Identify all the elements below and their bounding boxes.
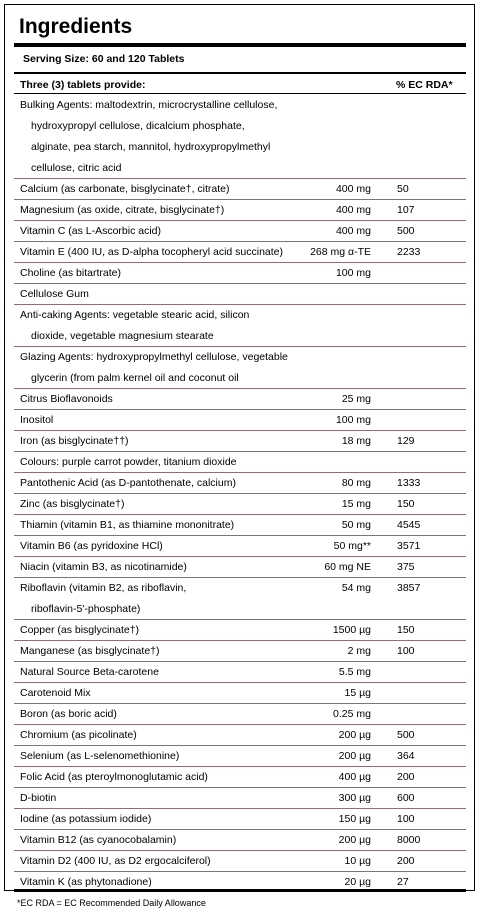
ingredient-name: Vitamin B12 (as cyanocobalamin) — [20, 834, 177, 846]
table-row — [14, 347, 466, 368]
ingredient-name: Bulking Agents: maltodextrin, microcrystalline cellulose, — [20, 99, 278, 111]
ingredient-name: Folic Acid (as pteroylmonoglutamic acid) — [20, 771, 208, 783]
ingredient-amount: 100 mg — [335, 414, 371, 426]
ingredient-name: cellulose, citric acid — [31, 162, 122, 174]
ingredient-name: Vitamin D2 (400 IU, as D2 ergocalciferol) — [20, 855, 211, 867]
ingredient-amount: 10 µg — [344, 855, 371, 867]
ingredient-name: Glazing Agents: hydroxypropylmethyl cellulose, vegetable — [20, 351, 288, 363]
table-row — [14, 263, 466, 284]
table-row — [14, 284, 466, 305]
ingredient-amount: 200 µg — [338, 729, 371, 741]
table-row — [14, 641, 466, 662]
table-row — [14, 494, 466, 515]
table-row — [14, 137, 466, 158]
ingredient-amount: 400 mg — [335, 204, 371, 216]
ingredient-name: Selenium (as L-selenomethionine) — [20, 750, 180, 762]
ingredient-name: Carotenoid Mix — [20, 687, 91, 699]
footnote: *EC RDA = EC Recommended Daily Allowance — [17, 898, 206, 908]
ingredient-rda: 150 — [397, 498, 415, 510]
table-header — [14, 77, 466, 93]
table-row — [14, 536, 466, 557]
ingredient-name: Manganese (as bisglycinate†) — [20, 645, 160, 657]
table-row — [14, 95, 466, 116]
ingredient-name: Citrus Bioflavonoids — [20, 393, 113, 405]
ingredient-amount: 200 µg — [338, 834, 371, 846]
ingredient-name: Colours: purple carrot powder, titanium dioxide — [20, 456, 237, 468]
ingredient-rda: 1333 — [397, 477, 421, 489]
ingredient-amount: 2 mg — [347, 645, 371, 657]
ingredient-name: glycerin (from palm kernel oil and coconut oil — [31, 372, 239, 384]
table-row — [14, 368, 466, 389]
ingredient-amount: 25 mg — [341, 393, 371, 405]
table-row — [14, 515, 466, 536]
table-row — [14, 200, 466, 221]
ingredient-rda: 107 — [397, 204, 415, 216]
ingredient-name: Vitamin B6 (as pyridoxine HCl) — [20, 540, 163, 552]
table-row — [14, 431, 466, 452]
ingredient-name: Iodine (as potassium iodide) — [20, 813, 152, 825]
ingredient-name: Inositol — [20, 414, 54, 426]
table-row — [14, 305, 466, 326]
table-row — [14, 830, 466, 851]
ingredient-name: Vitamin K (as phytonadione) — [20, 876, 152, 888]
table-row — [14, 389, 466, 410]
ingredient-rda: 100 — [397, 813, 415, 825]
ingredient-amount: 15 µg — [344, 687, 371, 699]
ingredient-rda: 3571 — [397, 540, 421, 552]
ingredient-amount: 300 µg — [338, 792, 371, 804]
table-row — [14, 221, 466, 242]
serving-divider — [14, 72, 466, 74]
table-row — [14, 158, 466, 179]
ingredient-name: dioxide, vegetable magnesium stearate — [31, 330, 214, 342]
ingredient-amount: 200 µg — [338, 750, 371, 762]
ingredient-rda: 500 — [397, 225, 415, 237]
table-row — [14, 410, 466, 431]
ingredient-name: Magnesium (as oxide, citrate, bisglycinate†) — [20, 204, 225, 216]
ingredient-name: Natural Source Beta-carotene — [20, 666, 159, 678]
ingredient-name: Vitamin E (400 IU, as D-alpha tocopheryl acid succinate) — [20, 246, 284, 258]
ingredient-amount: 80 mg — [341, 477, 371, 489]
ingredient-amount: 20 µg — [344, 876, 371, 888]
title-divider — [14, 43, 466, 47]
ingredient-rda: 600 — [397, 792, 415, 804]
ingredient-rda: 500 — [397, 729, 415, 741]
ingredient-amount: 18 mg — [341, 435, 371, 447]
header-divider — [14, 93, 466, 94]
ingredient-rda: 150 — [397, 624, 415, 636]
ingredient-name: Vitamin C (as L-Ascorbic acid) — [20, 225, 162, 237]
ingredient-amount: 50 mg** — [333, 540, 371, 552]
ingredient-name: Choline (as bitartrate) — [20, 267, 121, 279]
ingredient-name: riboflavin-5'-phosphate) — [31, 603, 141, 615]
ingredient-amount: 150 µg — [338, 813, 371, 825]
ingredient-name: Zinc (as bisglycinate†) — [20, 498, 125, 510]
ingredient-name: Copper (as bisglycinate†) — [20, 624, 140, 636]
ingredient-amount: 0.25 mg — [333, 708, 371, 720]
table-row — [14, 473, 466, 494]
table-row — [14, 809, 466, 830]
ingredient-amount: 400 mg — [335, 225, 371, 237]
table-row — [14, 662, 466, 683]
ingredient-name: Anti-caking Agents: vegetable stearic acid, silicon — [20, 309, 250, 321]
ingredient-name: D-biotin — [20, 792, 57, 804]
ingredient-name: Cellulose Gum — [20, 288, 89, 300]
ingredient-name: Chromium (as picolinate) — [20, 729, 137, 741]
table-row — [14, 704, 466, 725]
table-row — [14, 788, 466, 809]
ingredient-rda: 200 — [397, 855, 415, 867]
ingredient-name: Thiamin (vitamin B1, as thiamine mononitrate) — [20, 519, 235, 531]
ingredient-name: Riboflavin (vitamin B2, as riboflavin, — [20, 582, 187, 594]
table-row — [14, 620, 466, 641]
ingredient-rda: 8000 — [397, 834, 421, 846]
page-title: Ingredients — [19, 15, 133, 38]
table-bottom-divider — [14, 889, 466, 892]
ingredient-amount: 5.5 mg — [338, 666, 371, 678]
ingredient-amount: 1500 µg — [332, 624, 371, 636]
serving-size: Serving Size: 60 and 120 Tablets — [23, 53, 185, 65]
ingredient-rda: 50 — [397, 183, 409, 195]
table-row — [14, 599, 466, 620]
ingredient-rda: 364 — [397, 750, 415, 762]
table-header-provide: Three (3) tablets provide: — [20, 79, 146, 91]
ingredient-amount: 60 mg NE — [324, 561, 371, 573]
ingredient-rda: 4545 — [397, 519, 421, 531]
table-row — [14, 242, 466, 263]
table-row — [14, 179, 466, 200]
table-row — [14, 767, 466, 788]
ingredient-name: hydroxypropyl cellulose, dicalcium phosphate, — [31, 120, 245, 132]
ingredient-name: Niacin (vitamin B3, as nicotinamide) — [20, 561, 187, 573]
ingredient-name: Calcium (as carbonate, bisglycinate†, citrate) — [20, 183, 230, 195]
ingredient-amount: 15 mg — [341, 498, 371, 510]
ingredient-name: Boron (as boric acid) — [20, 708, 117, 720]
ingredient-name: Pantothenic Acid (as D-pantothenate, calcium) — [20, 477, 236, 489]
table-row — [14, 725, 466, 746]
ingredient-amount: 54 mg — [341, 582, 371, 594]
ingredient-name: Iron (as bisglycinate††) — [20, 435, 129, 447]
table-row — [14, 578, 466, 599]
ingredient-rda: 2233 — [397, 246, 421, 258]
ingredient-name: alginate, pea starch, mannitol, hydroxypropylmethyl — [31, 141, 271, 153]
ingredient-amount: 50 mg — [341, 519, 371, 531]
ingredient-amount: 400 µg — [338, 771, 371, 783]
ingredient-rda: 100 — [397, 645, 415, 657]
table-header-rda: % EC RDA* — [396, 79, 453, 91]
ingredient-rda: 3857 — [397, 582, 421, 594]
table-row — [14, 452, 466, 473]
table-row — [14, 116, 466, 137]
table-row — [14, 557, 466, 578]
ingredient-rda: 27 — [397, 876, 409, 888]
table-row — [14, 851, 466, 872]
table-row — [14, 683, 466, 704]
ingredient-amount: 400 mg — [335, 183, 371, 195]
ingredient-amount: 100 mg — [335, 267, 371, 279]
ingredient-rda: 200 — [397, 771, 415, 783]
ingredient-rda: 375 — [397, 561, 415, 573]
table-row — [14, 326, 466, 347]
ingredient-rda: 129 — [397, 435, 415, 447]
ingredient-amount: 268 mg α-TE — [310, 246, 371, 258]
table-row — [14, 746, 466, 767]
